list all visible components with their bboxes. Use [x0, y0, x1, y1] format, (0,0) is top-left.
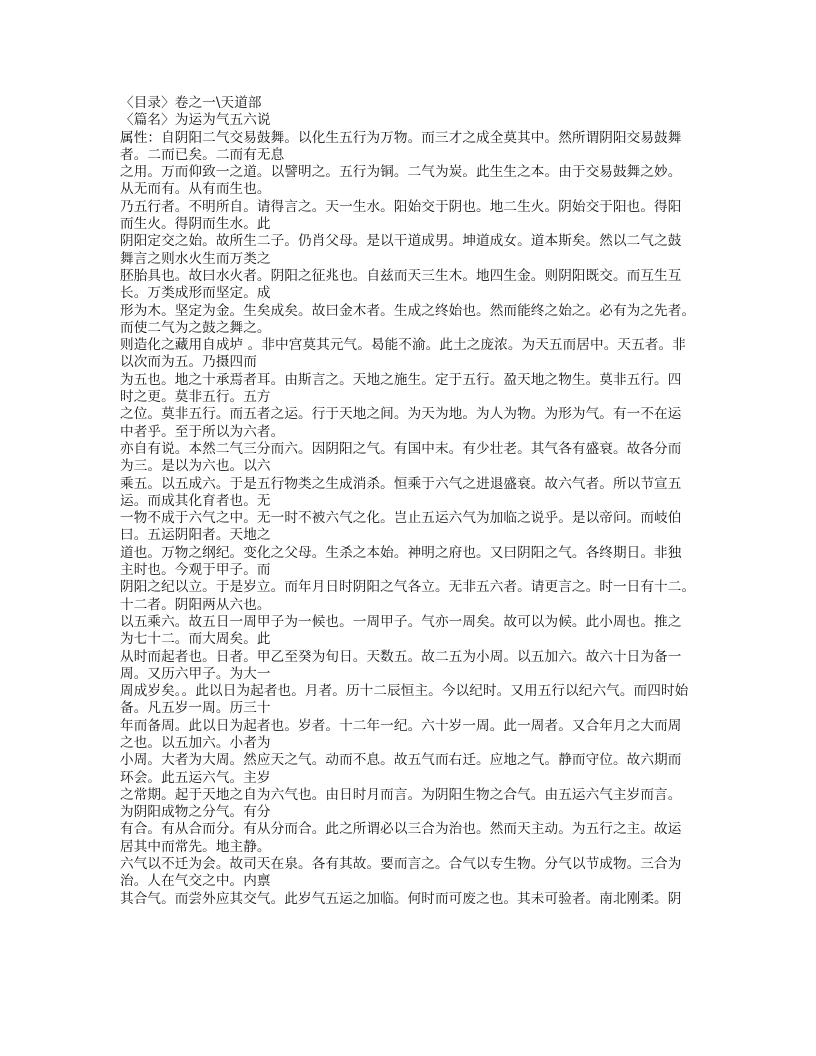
text-line: 治。人在气交之中。内禀	[120, 873, 271, 890]
text-line: 周。又历六甲子。为大一	[120, 665, 271, 682]
text-line: 者。二而已矣。二而有无息	[120, 146, 285, 163]
text-line: 备。凡五岁一周。历三十	[120, 700, 271, 717]
document-body	[120, 95, 710, 908]
text-line: 形为木。坚定为金。生矣成矣。故曰金木者。生成之终始也。然而能终之始之。必有为之先者。	[120, 302, 696, 319]
text-line: 环会。此五运六气。主岁	[120, 769, 271, 786]
text-line: 有合。有从合而分。有从分而合。此之所谓必以三合为治也。然而天主动。为五行之主。故运	[120, 821, 682, 838]
text-line: 以五乘六。故五日一周甲子为一候也。一周甲子。气亦一周矣。故可以为候。此小周也。推之	[120, 613, 682, 630]
text-line: 为阴阳成物之分气。有分	[120, 804, 271, 821]
text-line: 从时而起者也。日者。甲乙至癸为旬日。天数五。故二五为小周。以五加六。故六十日为备一	[120, 648, 682, 665]
text-line: 而使二气为之鼓之舞之。	[120, 319, 271, 336]
text-line: 居其中而常先。地主静。	[120, 838, 271, 855]
text-line: 之用。万而仰致一之道。以譬明之。五行为铜。二气为炭。此生生之本。由于交易鼓舞之妙。	[120, 164, 682, 181]
text-line: 运。而成其化育者也。无	[120, 492, 271, 509]
text-line: 六气以不迁为会。故司天在泉。各有其故。要而言之。合气以专生物。分气以节成物。三合为	[120, 856, 682, 873]
text-line: 乘五。以五成六。于是五行物类之生成消杀。恒乘于六气之进退盛衰。故六气者。所以节宣五	[120, 475, 682, 492]
text-line: 属性：自阴阳二气交易鼓舞。以化生五行为万物。而三才之成全莫其中。然所谓阴阳交易鼓舞	[120, 129, 682, 146]
text-line: 曰。五运阴阳者。天地之	[120, 527, 271, 544]
text-line: 阴阳之纪以立。于是岁立。而年月日时阴阳之气各立。无非五六者。请更言之。时一日有十二。	[120, 579, 696, 596]
text-line: 主时也。今观于甲子。而	[120, 562, 271, 579]
text-line: 小周。大者为大周。然应天之气。动而不息。故五气而右迁。应地之气。静而守位。故六期而	[120, 752, 682, 769]
text-line: 为七十二。而大周矣。此	[120, 631, 271, 648]
text-line: 之位。莫非五行。而五者之运。行于天地之间。为天为地。为人为物。为形为气。有一不在运	[120, 406, 682, 423]
text-line: 而生火。得阴而生水。此	[120, 216, 271, 233]
text-line: 周成岁矣。。此以日为起者也。月者。历十二辰恒主。今以纪时。又用五行以纪六气。而四时始	[120, 683, 689, 700]
text-line: 中者乎。至于所以为六者。	[120, 423, 285, 440]
text-line: 年而备周。此以日为起者也。岁者。十二年一纪。六十岁一周。此一周者。又合年月之大而周	[120, 717, 682, 734]
text-line: 十二者。阴阳两从六也。	[120, 596, 271, 613]
text-line: 为五也。地之十承焉者耳。由斯言之。天地之施生。定于五行。盈天地之物生。莫非五行。四	[120, 371, 682, 388]
text-line: 以次而为五。乃摄四而	[120, 354, 257, 371]
text-line: 亦自有说。本然二气三分而六。因阴阳之气。有国中末。有少壮老。其气各有盛衰。故各分而	[120, 440, 682, 457]
text-line: 时之更。莫非五行。五方	[120, 389, 271, 406]
text-line: 一物不成于六气之中。无一时不被六气之化。岂止五运六气为加临之说乎。是以帝问。而岐伯	[120, 510, 682, 527]
text-line: 之常期。起于天地之自为六气也。由日时月而言。为阴阳生物之合气。由五运六气主岁而言。	[120, 786, 682, 803]
text-line: 道也。万物之纲纪。变化之父母。生杀之本始。神明之府也。又曰阴阳之气。各终期日。非独	[120, 544, 682, 561]
text-line: 为三。是以为六也。以六	[120, 458, 271, 475]
catalog-heading: 〈目录〉卷之一\天道部	[120, 95, 262, 111]
text-line: 长。万类成形而坚定。成	[120, 285, 271, 302]
text-line: 阴阳定交之始。故所生二子。仍肖父母。是以干道成男。坤道成女。道本斯矣。然以二气之鼓	[120, 233, 682, 250]
text-line: 之也。以五加六。小者为	[120, 734, 271, 751]
text-line: 乃五行者。不明所自。请得言之。天一生水。阳始交于阴也。地二生火。阴始交于阳也。得阳	[120, 198, 682, 215]
text-line: 舞言之则水火生而万类之	[120, 250, 271, 267]
text-line: 则造化之藏用自成垆 。非中宫莫其元气。曷能不渝。此土之庞浓。为天五而居中。天五者。非	[120, 337, 686, 354]
article-title: 〈篇名〉为运为气五六说	[120, 112, 271, 129]
text-line: 从无而有。从有而生也。	[120, 181, 271, 198]
text-line: 其合气。而尝外应其交气。此岁气五运之加临。何时而可废之也。其未可验者。南北刚柔。阴	[120, 890, 682, 907]
text-line: 胚胎具也。故曰水火者。阴阳之征兆也。自兹而天三生木。地四生金。则阴阳既交。而互生互	[120, 267, 682, 284]
